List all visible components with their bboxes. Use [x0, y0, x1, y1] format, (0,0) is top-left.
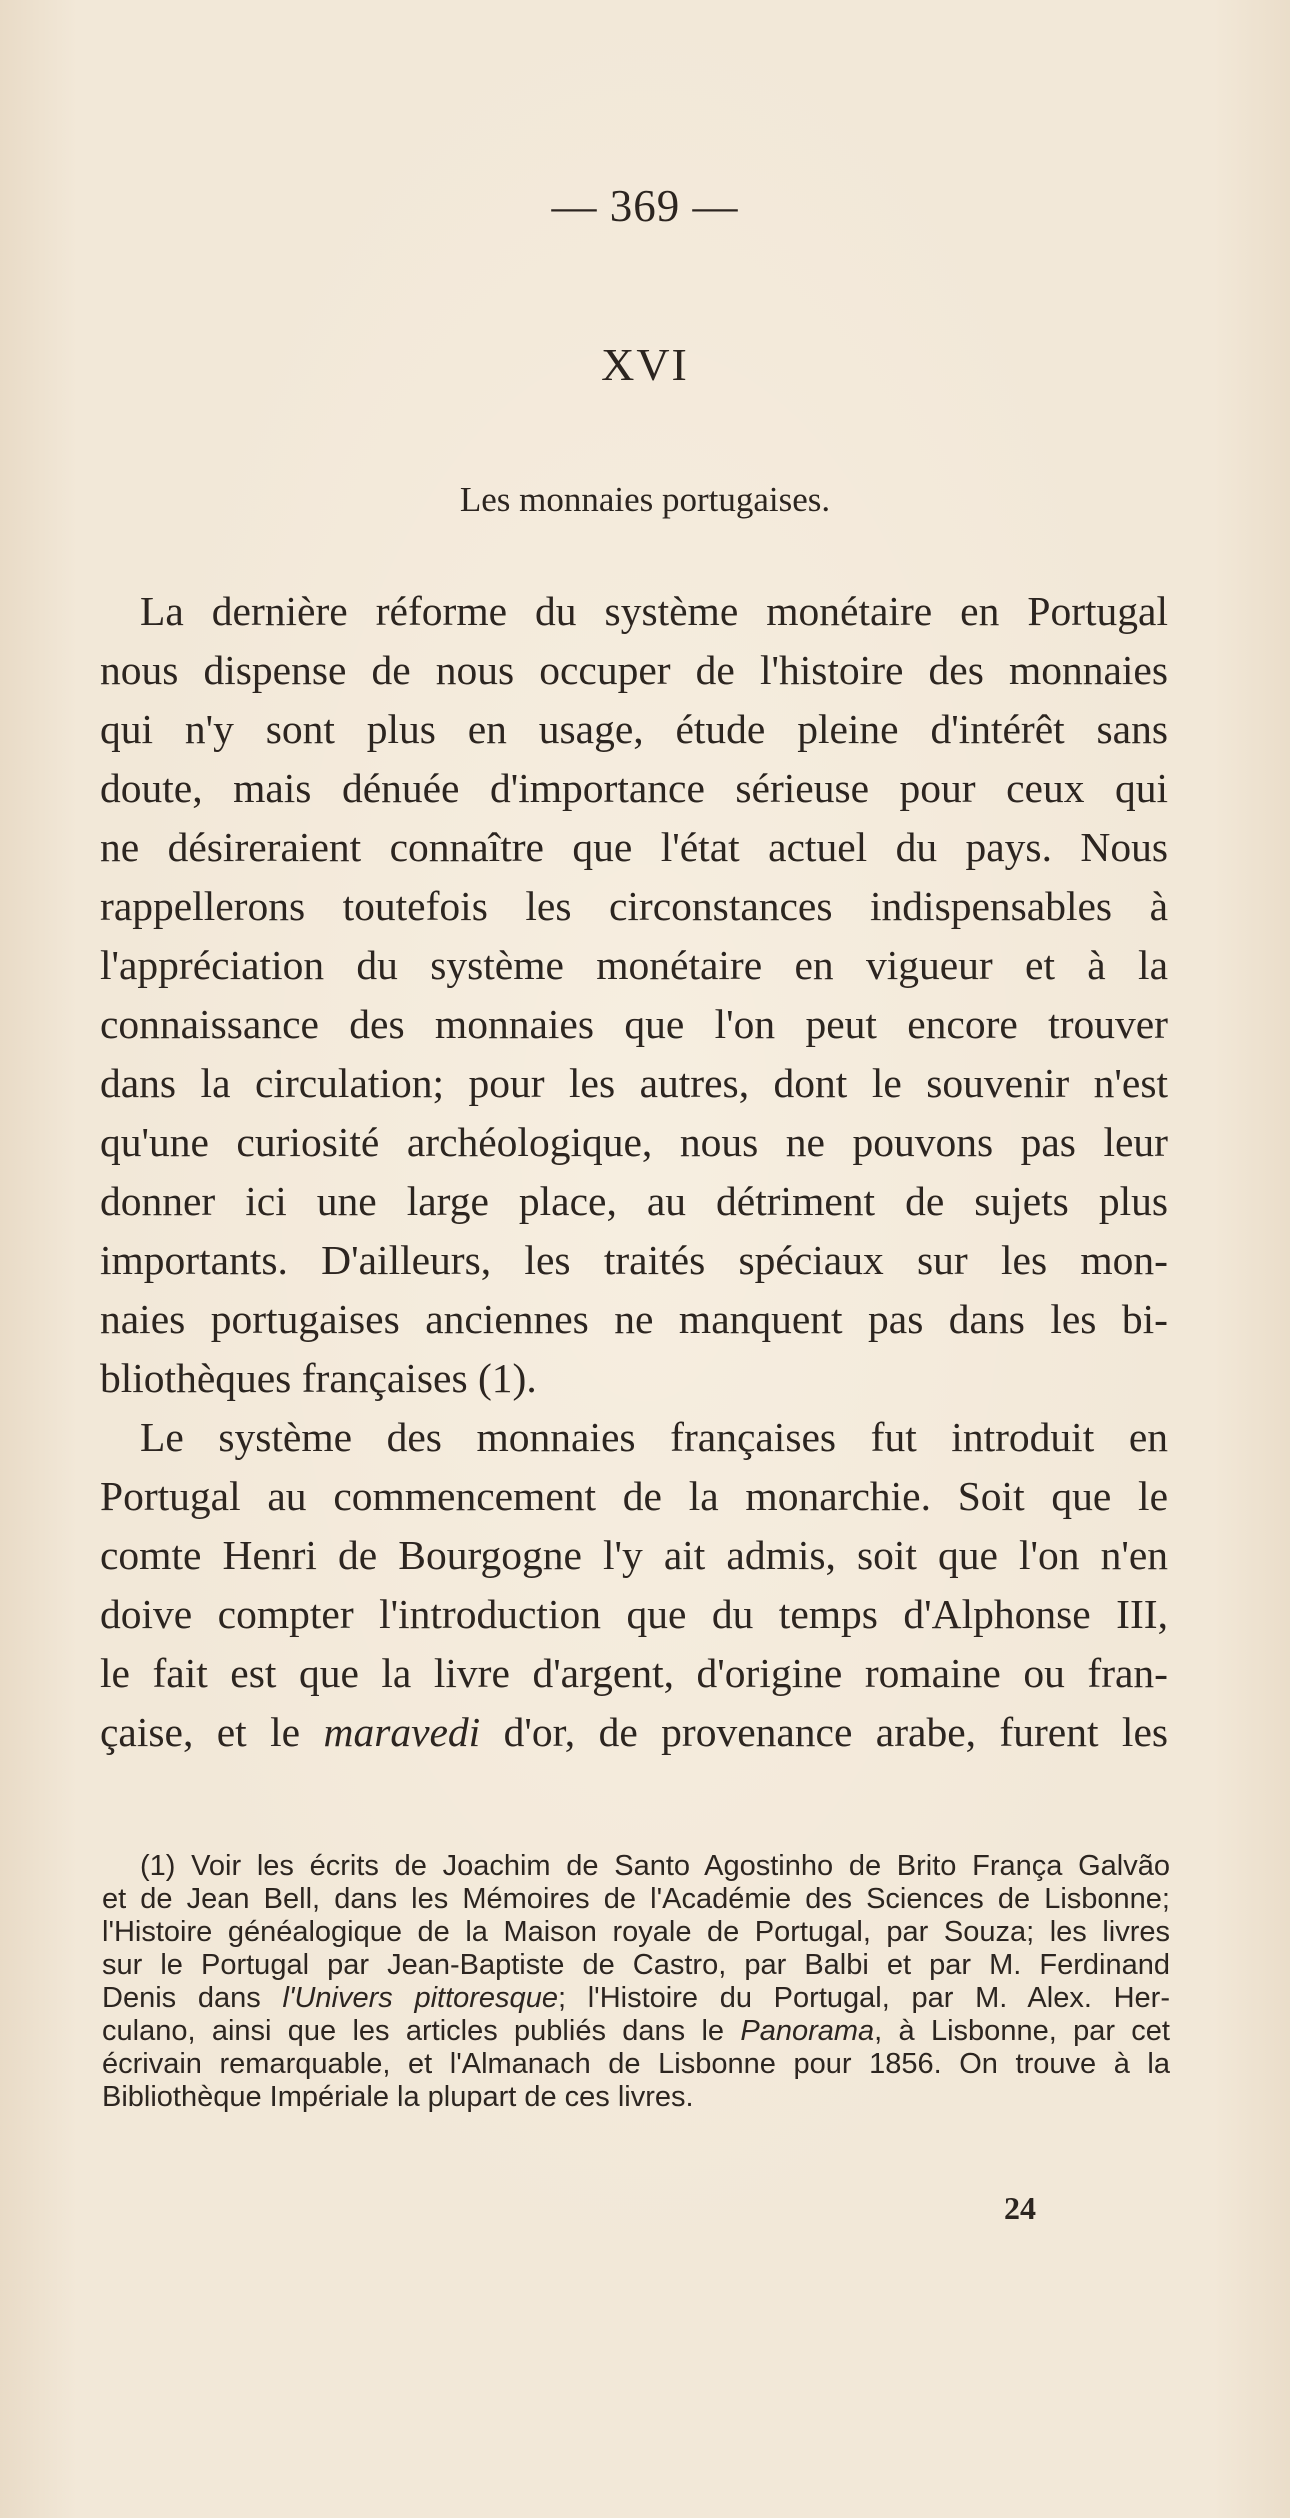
italic-title: Panorama: [740, 2015, 875, 2047]
body-line: doute, mais dénuée d'importance sérieuse pour ceux qui: [100, 765, 1168, 811]
body-line: l'appréciation du système monétaire en vigueur et à la: [100, 942, 1168, 988]
body-line: qui n'y sont plus en usage, étude pleine d'intérêt sans: [100, 706, 1168, 752]
body-line: dans la circulation; pour les autres, dont le souvenir n'est: [100, 1060, 1168, 1106]
italic-term: maravedi: [323, 1709, 481, 1755]
body-text: [100, 582, 1168, 1762]
body-text-fragment: d'or, de provenance arabe, furent les: [503, 1709, 1169, 1755]
body-text-fragment: çaise, et le: [100, 1709, 301, 1755]
body-line: ne désireraient connaître que l'état actuel du pays. Nous: [100, 824, 1168, 870]
body-line: importants. D'ailleurs, les traités spéciaux sur les mon-: [100, 1237, 1168, 1283]
signature-mark: 24: [1004, 2190, 1036, 2226]
body-line: Le système des monnaies françaises fut introduit en: [140, 1414, 1168, 1460]
page-number-header: — 369 —: [551, 181, 739, 231]
body-line: nous dispense de nous occuper de l'histoire des monnaies: [100, 647, 1168, 693]
footnote-fragment: , à Lisbonne, par cet: [874, 2015, 1170, 2047]
footnote-line: sur le Portugal par Jean-Baptiste de Castro, par Balbi et par M. Ferdinand: [102, 1949, 1170, 1981]
body-line: comte Henri de Bourgogne l'y ait admis, soit que l'on n'en: [100, 1532, 1168, 1578]
footnotes: [102, 1850, 1170, 2114]
body-line: La dernière réforme du système monétaire en Portugal: [140, 588, 1168, 634]
footnote-line: et de Jean Bell, dans les Mémoires de l'Académie des Sciences de Lisbonne;: [102, 1883, 1170, 1915]
footnote-line: l'Histoire généalogique de la Maison royale de Portugal, par Souza; les livres: [102, 1916, 1170, 1948]
body-line: le fait est que la livre d'argent, d'origine romaine ou fran-: [100, 1650, 1168, 1696]
body-line: Portugal au commencement de la monarchie. Soit que le: [100, 1473, 1168, 1519]
italic-title: l'Univers pittoresque: [282, 1982, 558, 2014]
body-line: doive compter l'introduction que du temps d'Alphonse III,: [100, 1591, 1168, 1637]
footnote-fragment: culano, ainsi que les articles publiés dans le: [102, 2015, 725, 2047]
section-number: XVI: [601, 339, 689, 390]
body-line: qu'une curiosité archéologique, nous ne pouvons pas leur: [100, 1119, 1168, 1165]
body-line: connaissance des monnaies que l'on peut encore trouver: [100, 1001, 1168, 1047]
footnote-line-mixed: [102, 2015, 1170, 2048]
footnote-fragment: Denis dans: [102, 1982, 261, 2014]
section-title: Les monnaies portugaises.: [459, 480, 831, 519]
footnote-line: écrivain remarquable, et l'Almanach de Lisbonne pour 1856. On trouve à la: [102, 2048, 1170, 2080]
footnote-line: Bibliothèque Impériale la plupart de ces livres.: [102, 2081, 694, 2113]
body-line: bliothèques françaises (1).: [100, 1355, 537, 1401]
footnote-line: (1) Voir les écrits de Joachim de Santo Agostinho de Brito França Galvão: [140, 1850, 1170, 1882]
footnote-line-mixed: [102, 1982, 1170, 2015]
body-line: naies portugaises anciennes ne manquent pas dans les bi-: [100, 1296, 1168, 1342]
body-line: donner ici une large place, au détriment de sujets plus: [100, 1178, 1168, 1224]
footnote-fragment: ; l'Histoire du Portugal, par M. Alex. Her-: [557, 1982, 1170, 2014]
body-line-mixed: [100, 1703, 1168, 1762]
body-line: rappellerons toutefois les circonstances indispensables à: [100, 883, 1168, 929]
